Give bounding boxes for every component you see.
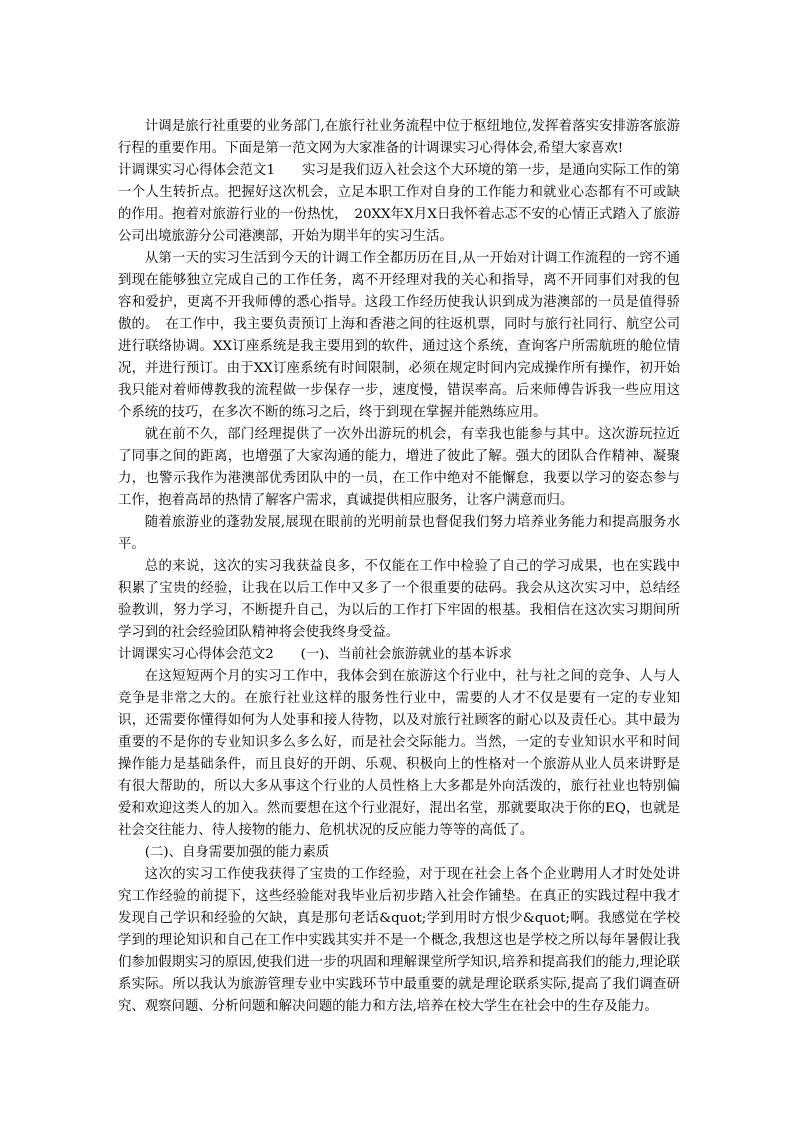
body-paragraph: 随着旅游业的蓬勃发展,展现在眼前的光明前景也督促我们努力培养业务能力和提高服务水平。 [118,515,680,552]
document-body [118,116,680,1018]
sample-one-heading-paragraph: 计调课实习心得体会范文1 实习是我们迈入社会这个大环境的第一步，是通向实际工作的第一个人生转折点。把握好这次机会，立足本职工作对自身的工作能力和就业心态都有不可或缺的作用。抱着对旅游行业的一份热忱， 20XX年X月X日我怀着忐忑不安的心情正式踏入了旅游公司出境旅游分公司港澳部，开始为期半年的实习生活。 [118,163,680,244]
intro-paragraph: 计调是旅行社重要的业务部门,在旅行社业务流程中位于枢纽地位,发挥着落实安排游客旅游行程的重要作用。下面是第一范文网为大家准备的计调课实习心得体会,希望大家喜欢! [118,119,680,156]
body-paragraph: 就在前不久，部门经理提供了一次外出游玩的机会，有幸我也能参与其中。这次游玩拉近了同事之间的距离，也增强了大家沟通的能力，增进了彼此了解。强大的团队合作精神、凝聚力，也警示我作为港澳部优秀团队中的一员，在工作中绝对不能懈怠，我要以学习的姿态参与工作，抱着高昂的热情了解客户需求，真诚提供相应服务，让客户满意而归。 [118,427,680,508]
section-heading: (二)、自身需要加强的能力素质 [144,845,330,860]
body-paragraph: 总的来说，这次的实习我获益良多，不仅能在工作中检验了自己的学习成果，也在实践中积累了宝贵的经验，让我在以后工作中又多了一个很重要的砝码。我会从这次实习中，总结经验教训，努力学习，不断提升自己，为以后的工作打下牢固的根基。我相信在这次实习期间所学习到的社会经验团队精神将会使我终身受益。 [118,559,680,640]
body-paragraph: 这次的实习工作使我获得了宝贵的工作经验，对于现在社会上各个企业聘用人才时处处讲究工作经验的前提下，这些经验能对我毕业后初步踏入社会作铺垫。在真正的实践过程中我才发现自己学识和经验的欠缺，真是那句老话&quot;学到用时方恨少&quot;啊。我感觉在学校学到的理论知识和自己在工作中实践其实并不是一个概念,我想这也是学校之所以每年暑假让我们参加假期实习的原因,使我们进一步的巩固和理解课堂所学知识,培养和提高我们的能力,理论联系实际。所以我认为旅游管理专业中实践环节中最重要的就是理论联系实际,提高了我们调查研究、观察问题、分析问题和解决问题的能力和方法,培养在校大学生在社会中的生存及能力。 [118,867,680,1014]
sample-two-heading-paragraph: 计调课实习心得体会范文2 (一)、当前社会旅游就业的基本诉求 [118,647,512,662]
body-paragraph: 在这短短两个月的实习工作中，我体会到在旅游这个行业中，社与社之间的竞争、人与人竞争是非常之大的。在旅行社业这样的服务性行业中，需要的人才不仅是要有一定的专业知识，还需要你懂得如何为人处事和接人待物，以及对旅行社顾客的耐心以及责任心。其中最为重要的不是你的专业知识多么多么好，而是社会交际能力。当然，一定的专业知识水平和时间操作能力是基础条件，而且良好的开朗、乐观、积极向上的性格对一个旅游从业人员来讲野是有很大帮助的，所以大多从事这个行业的人员性格上大多都是外向活泼的，旅行社业也特别偏爱和欢迎这类人的加入。然而要想在这个行业混好，混出名堂，那就要取决于你的EQ，也就是社会交往能力、待人接物的能力、危机状况的反应能力等等的高低了。 [118,669,680,838]
body-paragraph: 从第一天的实习生活到今天的计调工作全都历历在目,从一开始对计调工作流程的一窍不通到现在能够独立完成自己的工作任务，离不开经理对我的关心和指导，离不开同事们对我的包容和爱护，更离不开我师傅的悉心指导。这段工作经历使我认识到成为港澳部的一员是值得骄傲的。 在工作中，我主要负责预订上海和香港之间的往返机票，同时与旅行社同行、航空公司进行联络协调。XX订座系统是我主要用到的软件，通过这个系统，查询客户所需航班的舱位情况，并进行预订。由于XX订座系统有时间限制，必须在规定时间内完成操作所有操作，初开始我只能对着师傅教我的流程做一步保存一步，速度慢，错误率高。后来师傅告诉我一些应用这个系统的技巧，在多次不断的练习之后，终于到现在掌握并能熟练应用。 [118,251,680,420]
